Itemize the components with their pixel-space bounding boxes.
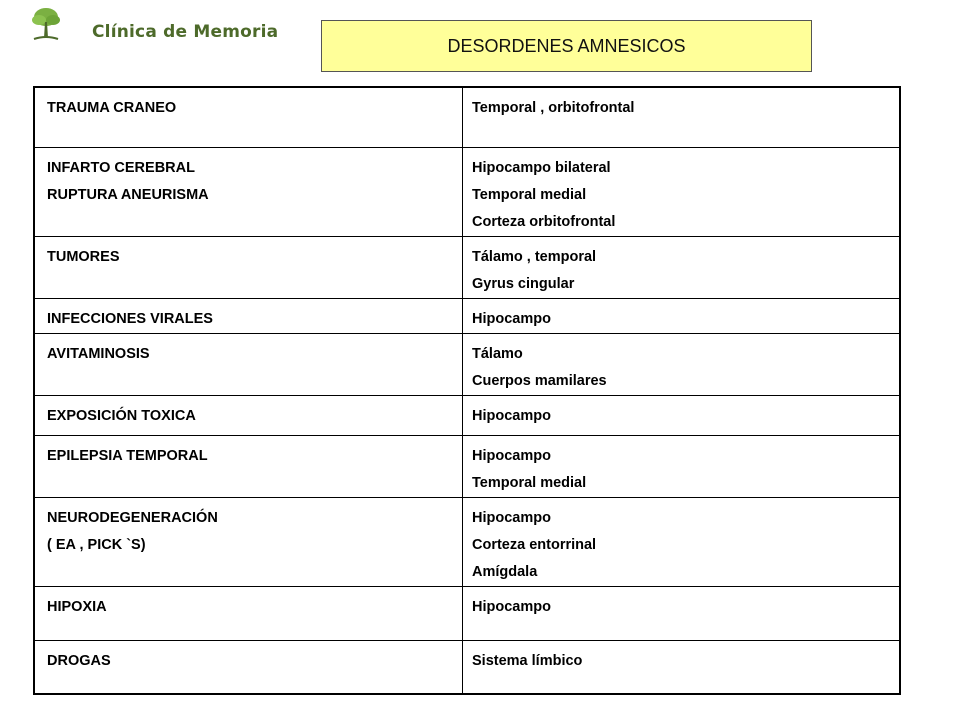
location-cell [463,497,901,586]
table-row [34,586,900,640]
cause-cell [34,586,463,640]
location-cell-line: Amígdala [472,563,538,580]
tree-icon [28,4,68,44]
table-body [34,87,900,694]
location-cell [463,640,901,694]
location-cell [463,586,901,640]
location-cell-line: Temporal medial [472,474,587,491]
location-cell-line: Hipocampo [472,407,551,424]
location-cell [463,298,901,333]
location-cell-line: Hipocampo [472,598,551,615]
location-cell-line: Temporal , orbitofrontal [472,100,635,116]
cause-cell-line: TUMORES [47,248,120,265]
table-row [34,435,900,497]
amnesic-disorders-table [33,86,901,695]
cause-cell [34,497,463,586]
cause-cell-line: TRAUMA CRANEO [47,100,177,116]
location-cell-line: Corteza entorrinal [472,536,597,553]
location-cell-line: Cuerpos mamilares [472,372,607,389]
clinic-logo [28,4,279,44]
table-row [34,298,900,333]
location-cell-line: Hipocampo [472,509,551,526]
cause-cell-line: INFECCIONES VIRALES [47,310,213,327]
location-cell-line: Hipocampo [472,447,551,464]
cause-cell-line: EXPOSICIÓN TOXICA [47,407,196,424]
cause-cell [34,236,463,298]
table-row [34,497,900,586]
cause-cell-line: INFARTO CEREBRAL [47,159,195,176]
location-cell-line: Corteza orbitofrontal [472,213,616,230]
location-cell-line: Temporal medial [472,186,587,203]
location-cell [463,236,901,298]
cause-cell-line: ( EA , PICK `S) [47,536,146,553]
cause-cell-line: AVITAMINOSIS [47,345,150,362]
table-row [34,395,900,435]
location-cell-line: Gyrus cingular [472,275,575,292]
location-cell [463,395,901,435]
cause-cell-line: EPILEPSIA TEMPORAL [47,447,208,464]
location-cell [463,435,901,497]
table-row [34,87,900,147]
location-cell-line: Tálamo , temporal [472,248,597,265]
cause-cell-line: DROGAS [47,652,111,669]
cause-cell [34,435,463,497]
cause-cell [34,298,463,333]
cause-cell [34,395,463,435]
location-cell [463,333,901,395]
page-title: DESORDENES AMNESICOS [321,20,812,72]
clinic-logo-text: Clínica de Memoria [92,22,279,42]
cause-cell-line: RUPTURA ANEURISMA [47,186,209,203]
location-cell-line: Sistema límbico [472,652,583,669]
location-cell-line: Hipocampo [472,310,551,327]
location-cell [463,87,901,147]
location-cell [463,147,901,236]
table-row [34,333,900,395]
cause-cell [34,333,463,395]
cause-cell-line: HIPOXIA [47,598,107,615]
location-cell-line: Hipocampo bilateral [472,159,611,176]
table-row [34,640,900,694]
cause-cell [34,147,463,236]
table-row [34,236,900,298]
cause-cell-line: NEURODEGENERACIÓN [47,509,218,526]
cause-cell [34,640,463,694]
cause-cell [34,87,463,147]
table-row [34,147,900,236]
location-cell-line: Tálamo [472,345,523,362]
